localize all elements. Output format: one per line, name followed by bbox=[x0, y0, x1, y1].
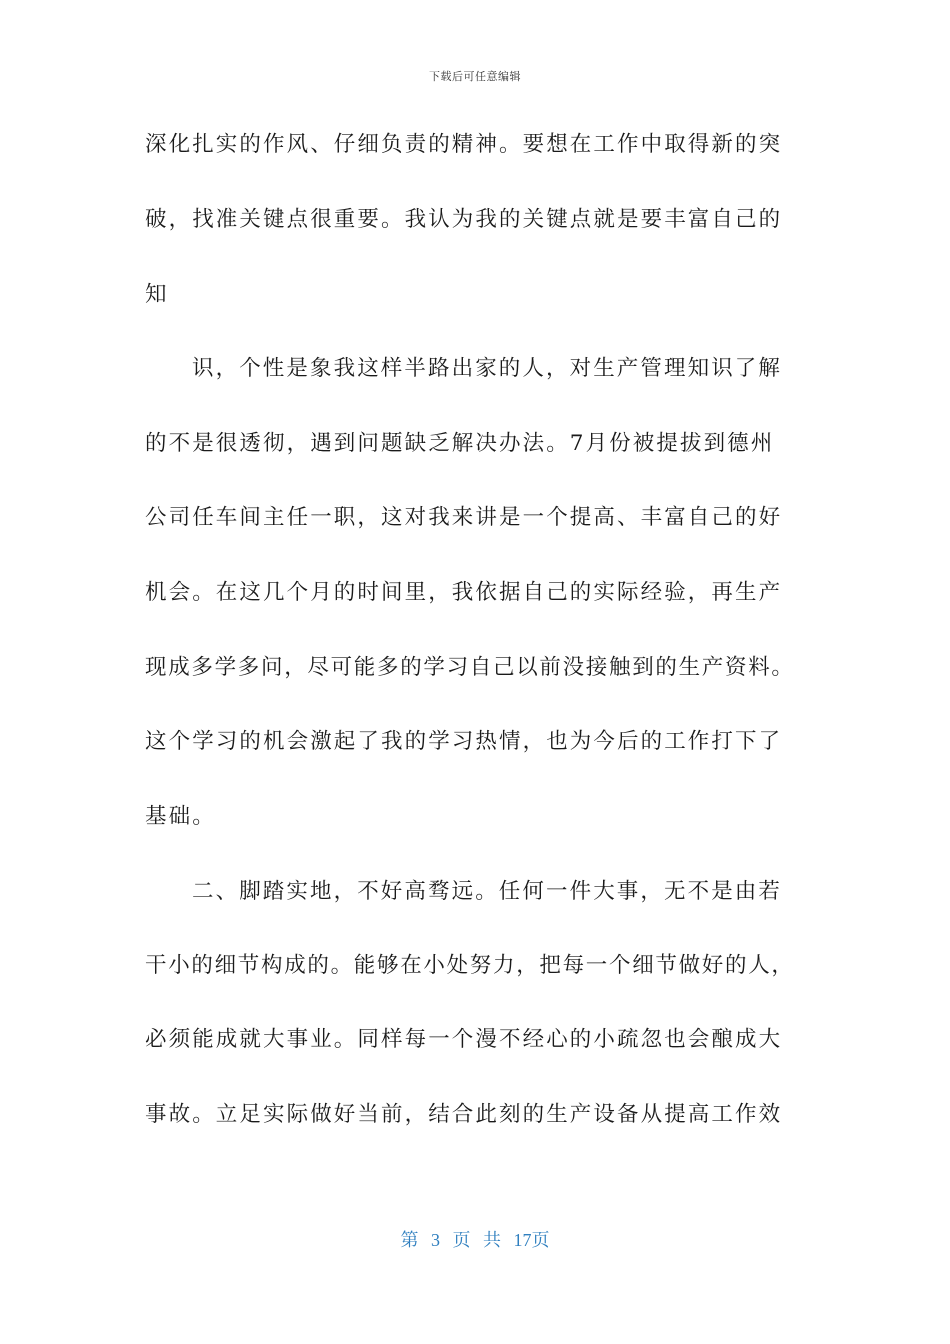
current-page-number: 3 bbox=[431, 1230, 440, 1250]
text-line: 必须能成就大事业。同样每一个漫不经心的小疏忽也会酿成大 bbox=[145, 1027, 783, 1052]
text-line: 机会。在这几个月的时间里，我依据自己的实际经验，再生产 bbox=[145, 580, 783, 605]
text-line: 事故。立足实际做好当前，结合此刻的生产设备从提高工作效 bbox=[145, 1102, 783, 1127]
text-line: 这个学习的机会激起了我的学习热情，也为今后的工作打下了 bbox=[145, 729, 783, 754]
text-line: 公司任车间主任一职，这对我来讲是一个提高、丰富自己的好 bbox=[145, 505, 783, 530]
page-number-footer bbox=[0, 1226, 950, 1252]
text-line: 深化扎实的作风、仔细负责的精神。要想在工作中取得新的突 bbox=[145, 132, 783, 157]
header-note: 下载后可任意编辑 bbox=[429, 70, 521, 83]
footer-word-di: 第 bbox=[400, 1230, 419, 1250]
text-line: 基础。 bbox=[145, 804, 216, 829]
text-line: 二、脚踏实地，不好高骛远。任何一件大事，无不是由若 bbox=[192, 879, 783, 904]
text-line: 破，找准关键点很重要。我认为我的关键点就是要丰富自己的 bbox=[145, 207, 783, 232]
total-pages: 17页 bbox=[513, 1230, 550, 1250]
text-line: 的不是很透彻，遇到问题缺乏解决办法。7月份被提拔到德州 bbox=[145, 431, 775, 456]
text-line: 知 bbox=[145, 282, 169, 307]
footer-word-gong: 共 bbox=[483, 1230, 501, 1250]
text-line: 现成多学多问，尽可能多的学习自己以前没接触到的生产资料。 bbox=[145, 655, 795, 680]
text-line: 识，个性是象我这样半路出家的人，对生产管理知识了解 bbox=[192, 356, 783, 381]
text-line: 干小的细节构成的。能够在小处努力，把每一个细节做好的人， bbox=[145, 953, 795, 978]
footer-word-ye: 页 bbox=[452, 1230, 471, 1250]
